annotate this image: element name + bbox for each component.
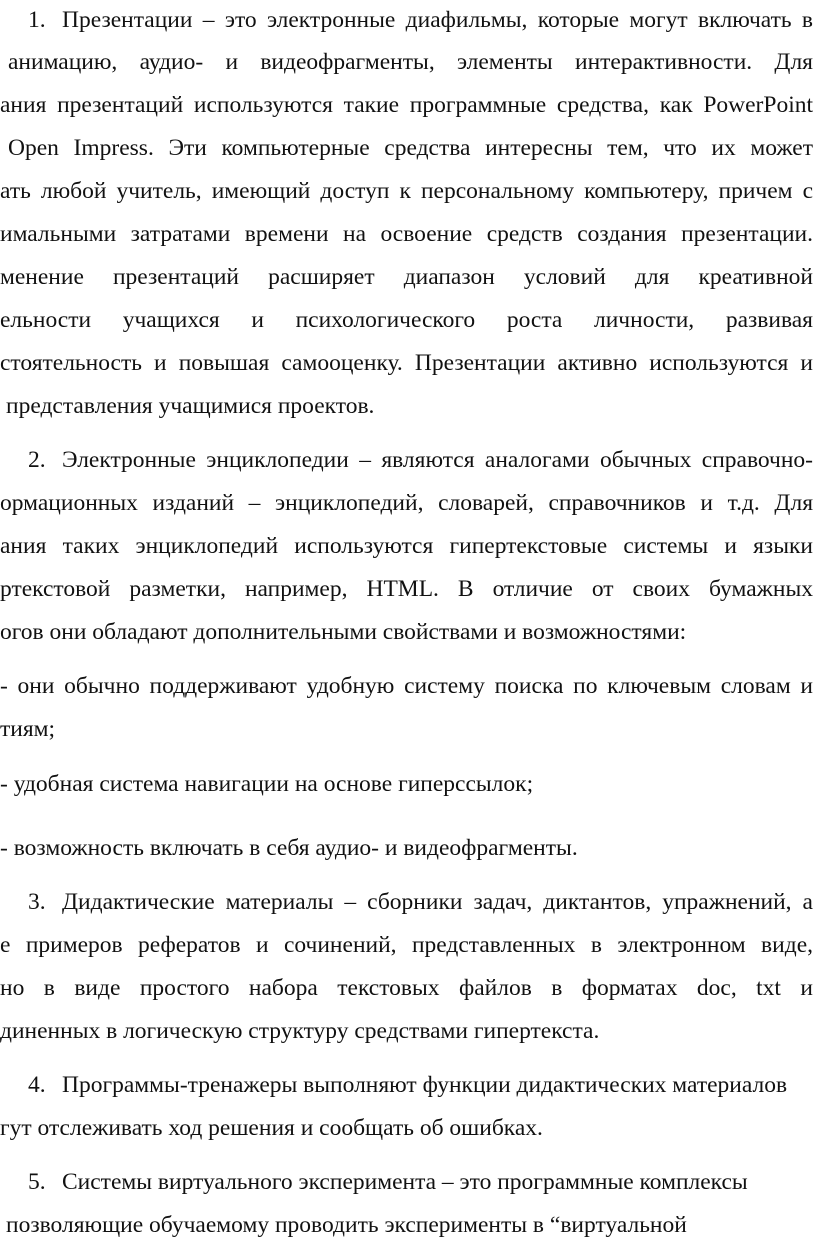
paragraph-line-text: Open Impress. Эти компьютерные средства интересны тем, что их может: [8, 135, 813, 161]
list-marker: 1.: [28, 7, 46, 33]
paragraph-line-text: Презентации – это электронные диафильмы, которые могут включать в: [62, 7, 813, 33]
paragraph-line-text: имальными затратами времени на освоение средств создания презентации.: [0, 221, 813, 247]
paragraph-line-text: - удобная система навигации на основе гиперссылок;: [0, 771, 534, 797]
paragraph-line-text: Программы-тренажеры выполняют функции дидактических материалов: [62, 1072, 788, 1098]
paragraph-line-text: Системы виртуального эксперимента – это программные комплексы: [62, 1169, 748, 1195]
paragraph-line-text: огов они обладают дополнительными свойствами и возможностями:: [0, 619, 687, 645]
paragraph-line-text: Дидактические материалы – сборники задач, диктантов, упражнений, а: [62, 889, 813, 915]
paragraph-line-text: ельности учащихся и психологического роста личности, развивая: [0, 307, 813, 333]
paragraph-line-text: ртекстовой разметки, например, HTML. В отличие от своих бумажных: [0, 576, 813, 602]
paragraph-line-text: позволяющие обучаемому проводить эксперименты в “виртуальной: [6, 1212, 687, 1238]
paragraph-line-text: Электронные энциклопедии – являются аналогами обычных справочно-: [62, 447, 813, 473]
paragraph-line-text: диненных в логическую структуру средствами гипертекста.: [0, 1018, 600, 1044]
list-marker: 4.: [28, 1072, 46, 1098]
list-marker: 2.: [28, 447, 46, 473]
paragraph-line-text: ания презентаций используются такие программные средства, как PowerPoint: [0, 92, 813, 118]
list-marker: 5.: [28, 1169, 46, 1195]
paragraph-line-text: менение презентаций расширяет диапазон условий для креативной: [0, 264, 813, 290]
paragraph-line-text: но в виде простого набора текстовых файлов в форматах doc, txt и: [0, 975, 813, 1001]
paragraph-line-text: тиям;: [0, 716, 56, 742]
paragraph-line-text: гут отслеживать ход решения и сообщать об ошибках.: [0, 1115, 543, 1141]
paragraph-line-text: - они обычно поддерживают удобную систему поиска по ключевым словам и: [0, 673, 813, 699]
paragraph-line-text: ать любой учитель, имеющий доступ к персональному компьютеру, причем с: [0, 178, 813, 204]
paragraph-line-text: ормационных изданий – энциклопедий, словарей, справочников и т.д. Для: [0, 490, 813, 516]
paragraph-line-text: представления учащимися проектов.: [6, 393, 375, 419]
list-marker: 3.: [28, 889, 46, 915]
paragraph-line-text: анимацию, аудио- и видеофрагменты, элементы интерактивности. Для: [8, 49, 813, 75]
paragraph-line-text: е примеров рефератов и сочинений, представленных в электронном виде,: [0, 932, 813, 958]
paragraph-line-text: стоятельность и повышая самооценку. Презентации активно используются и: [0, 350, 813, 376]
paragraph-line-text: ания таких энциклопедий используются гипертекстовые системы и языки: [0, 533, 813, 559]
paragraph-line-text: - возможность включать в себя аудио- и видеофрагменты.: [0, 835, 578, 861]
